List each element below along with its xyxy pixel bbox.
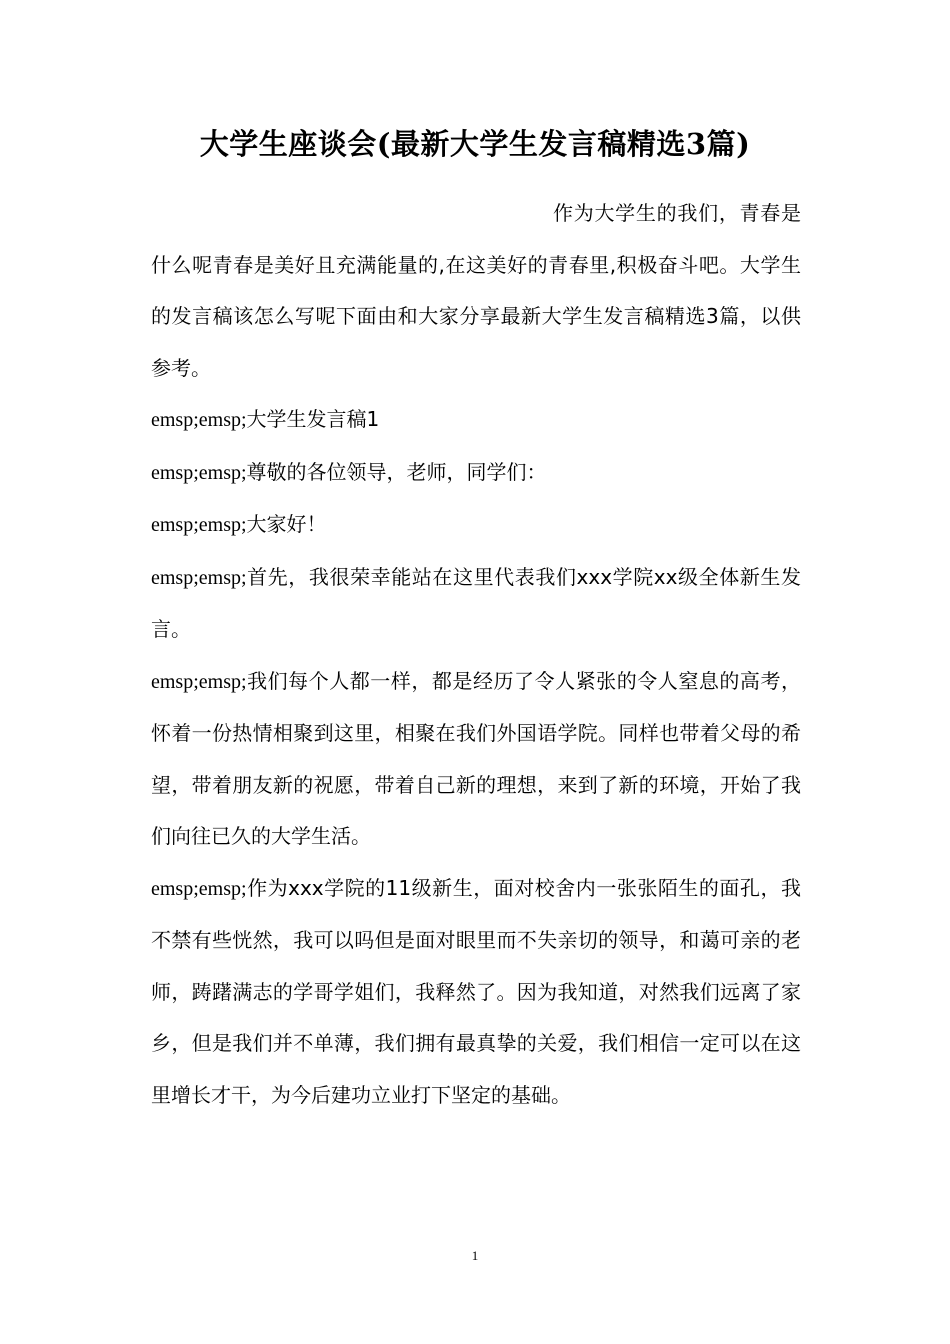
paragraph-prefix: emsp;emsp;	[151, 461, 247, 484]
paragraph-prefix: emsp;emsp;	[151, 409, 247, 431]
paragraph-heading-speech-1	[151, 394, 801, 447]
paragraph-opening	[151, 552, 801, 656]
page-number: 1	[471, 1248, 479, 1263]
paragraph-prefix: emsp;emsp;	[151, 877, 247, 900]
paragraph-prefix: emsp;emsp;	[151, 514, 247, 536]
paragraph-salutation	[151, 447, 801, 500]
paragraph-prefix: emsp;emsp;	[151, 670, 247, 693]
paragraph-text: 作为xxx学院的11级新生，面对校舍内一张张陌生的面孔，我不禁有些恍然，我可以吗但是面对眼里而不失亲切的领导，和蔼可亲的老师，踌躇满志的学哥学姐们，我释然了。因为我知道，对然我们远离了家乡，但是我们并不单薄，我们拥有最真挚的关爱，我们相信一定可以在这里增长才干，为今后建功立业打下坚定的基础。	[151, 875, 801, 1107]
document-title: 大学生座谈会(最新大学生发言稿精选3篇)	[199, 127, 751, 161]
intro-paragraph: 作为大学生的我们，青春是什么呢青春是美好且充满能量的,在这美好的青春里,积极奋斗吧。大学生的发言稿该怎么写呢下面由和大家分享最新大学生发言稿精选3篇，以供参考。	[151, 201, 801, 380]
document-body	[151, 188, 801, 1121]
paragraph-text: 大学生发言稿1	[246, 407, 380, 431]
paragraph-freshman	[151, 863, 801, 1122]
paragraph-text: 大家好！	[246, 512, 327, 536]
paragraph-experience	[151, 656, 801, 863]
paragraph-text: 首先，我很荣幸能站在这里代表我们xxx学院xx级全体新生发言。	[151, 564, 801, 641]
paragraph-text: 尊敬的各位领导，老师，同学们：	[246, 459, 547, 484]
paragraph-prefix: emsp;emsp;	[151, 566, 247, 589]
paragraph-text: 我们每个人都一样，都是经历了令人紧张的令人窒息的高考，怀着一份热情相聚到这里，相聚在我们外国语学院。同样也带着父母的希望，带着朋友新的祝愿，带着自己新的理想，来到了新的环境，开始了我们向往已久的大学生活。	[151, 668, 801, 848]
paragraph-greeting	[151, 499, 801, 552]
